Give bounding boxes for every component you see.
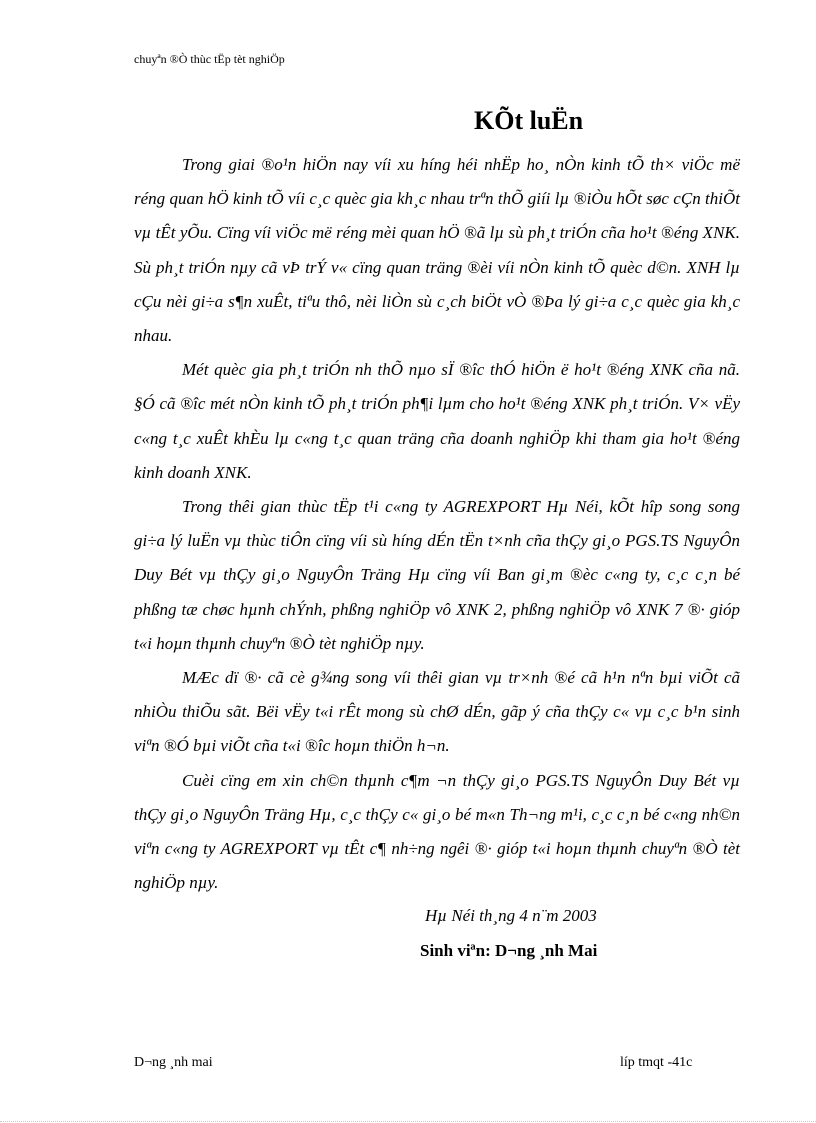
signer-label: Sinh viªn: [420, 941, 491, 960]
body-text [134, 148, 740, 900]
footer-class: líp tmqt -41c [620, 1055, 693, 1070]
paragraph-5: Cuèi cïng em xin ch©n thµnh c¶m ¬n thÇy gi¸o PGS.TS NguyÔn Duy Bét vµ thÇy gi¸o NguyÔn Träng Hµ, c¸c thÇy c« gi¸o bé m«n Th¬ng m¹i, c¸c c¸n bé c«ng nh©n viªn c«ng ty AGREXPORT vµ tÊt c¶ nh÷ng ngêi ®· gióp t«i hoµn thµnh chuyªn ®Ò tèt nghiÖp nµy. [134, 770, 740, 893]
running-header: chuyªn ®Ò thùc tËp tèt nghiÖp [134, 52, 285, 66]
paragraph-3: Trong thêi gian thùc tËp t¹i c«ng ty AGREXPORT Hµ Néi, kÕt hîp song song gi÷a lý luËn vµ thùc tiÔn cïng víi sù híng dÉn tËn t×nh cña thÇy gi¸o PGS.TS NguyÔn Duy Bét vµ thÇy gi¸o NguyÔn Träng Hµ cïng víi Ban gi¸m ®èc c«ng ty, c¸c c¸n bé phßng tæ chøc hµnh chÝnh, phßng nghiÖp vô XNK 2, phßng nghiÖp vô XNK 7 ®· gióp t«i hoµn thµnh chuyªn ®Ò tèt nghiÖp nµy. [134, 497, 740, 653]
paragraph-1: Trong giai ®o¹n hiÖn nay víi xu híng héi nhËp ho¸ nÒn kinh tÕ th× viÖc më réng quan hÖ kinh tÕ víi c¸c quèc gia kh¸c nhau trªn thÕ giíi lµ ®iÒu hÕt søc cÇn thiÕt vµ tÊt yÕu. Cïng víi viÖc më réng mèi quan hÖ ®ã lµ sù ph¸t triÓn cña ho¹t ®éng XNK. Sù ph¸t triÓn nµy cã vÞ trÝ v« cïng quan träng ®èi víi nÒn kinh tÕ quèc d©n. XNH lµ cÇu nèi gi÷a s¶n xuÊt, tiªu thô, nèi liÒn sù c¸ch biÖt vÒ ®Þa lý gi÷a c¸c quèc gia kh¸c nhau. [134, 155, 740, 346]
page-title: KÕt luËn [474, 106, 584, 135]
signature-block [420, 941, 597, 961]
page-bottom-divider [0, 1121, 816, 1122]
footer-author: D¬ng ¸nh mai [134, 1055, 213, 1070]
signer-name: D¬ng ¸nh Mai [495, 941, 598, 960]
date-line: Hµ Néi th¸ng 4 n¨m 2003 [425, 906, 597, 925]
paragraph-4: MÆc dï ®· cã cè g¾ng song víi thêi gian vµ tr×nh ®é cã h¹n nªn bµi viÕt cã nhiÒu thiÕu sãt. Bëi vËy t«i rÊt mong sù chØ dÉn, gãp ý cña thÇy c« vµ c¸c b¹n sinh viªn ®Ó bµi viÕt cña t«i ®îc hoµn thiÖn h¬n. [134, 668, 740, 756]
paragraph-2: Mét quèc gia ph¸t triÓn nh thÕ nµo sÏ ®îc thÓ hiÖn ë ho¹t ®éng XNK cña nã. §Ó cã ®îc mét nÒn kinh tÕ ph¸t triÓn ph¶i lµm cho ho¹t ®éng XNK ph¸t triÓn. V× vËy c«ng t¸c xuÊt khÈu lµ c«ng t¸c quan träng cña doanh nghiÖp khi tham gia ho¹t ®éng kinh doanh XNK. [134, 360, 740, 482]
